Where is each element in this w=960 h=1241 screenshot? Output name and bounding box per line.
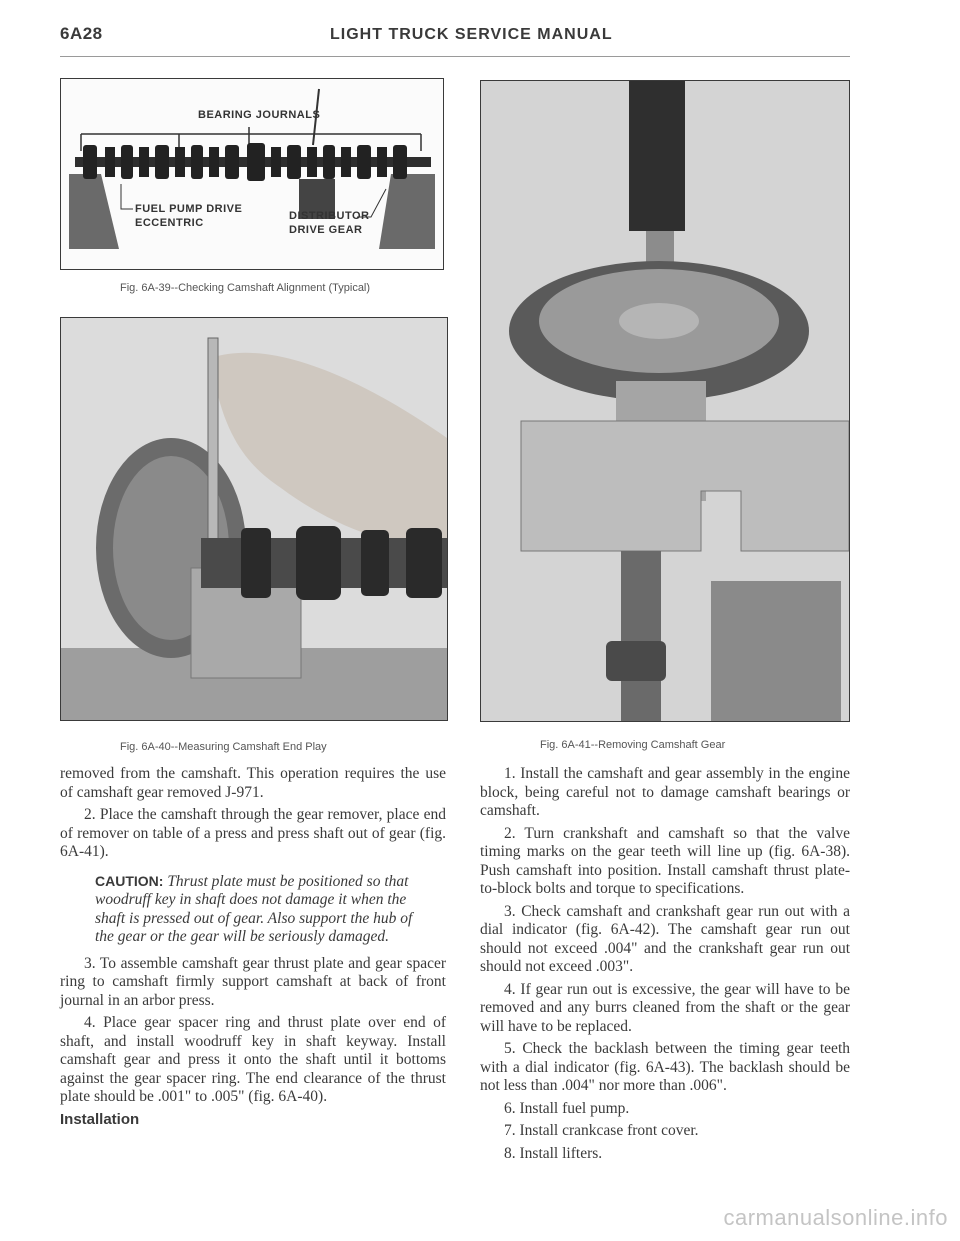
install-step-4: 4. If gear run out is excessive, the gear will have to be removed and any burrs cleaned from the shaft or the gear will have to be replaced. (480, 980, 850, 1035)
manual-title: LIGHT TRUCK SERVICE MANUAL (330, 26, 613, 43)
paragraph-continued: removed from the camshaft. This operation requires the use of camshaft gear removed J-971. (60, 765, 446, 801)
label-fuel-pump-drive: FUEL PUMP DRIVE (135, 203, 243, 215)
install-step-6: 6. Install fuel pump. (504, 1099, 630, 1117)
end-play-photo (61, 318, 447, 720)
install-step-2: 2. Turn crankshaft and camshaft so that the valve timing marks on the gear teeth will line up (fig. 6A-38). Push camshaft into position. Install camshaft thrust plate-to-block bolts and torque to specifications. (480, 824, 850, 897)
camshaft (621, 551, 661, 721)
step-4-place: 4. Place gear spacer ring and thrust plate over end of shaft, and install woodruff key in shaft keyway. Install camshaft gear and press it onto the shaft until it bottoms against the gear spacer ring. The end clearance of the thrust plate should be .001" to .005" (fig. 6A-40). (60, 1014, 446, 1105)
label-eccentric: ECCENTRIC (135, 217, 204, 229)
v-block-right (379, 174, 435, 249)
step-3-assemble: 3. To assemble camshaft gear thrust plate and gear spacer ring to camshaft firmly support camshaft at back of front journal in an arbor press. (60, 954, 446, 1009)
page-header (60, 24, 850, 54)
install-step-7: 7. Install crankcase front cover. (504, 1122, 699, 1139)
install-step-8: 8. Install lifters. (504, 1144, 603, 1162)
section-heading-installation: Installation (60, 1110, 140, 1128)
gear-removal-photo (481, 81, 849, 721)
install-step-1: 1. Install the camshaft and gear assembly in the engine block, being careful not to damage camshaft bearings or camshaft. (480, 765, 850, 819)
install-step-5: 5. Check the backlash between the timing gear teeth with a dial indicator (fig. 6A-43). The backlash should be not less than .004" nor more than .006". (480, 1040, 850, 1094)
figure-camshaft-alignment (60, 78, 444, 270)
caution-note (60, 872, 446, 947)
camshaft-alignment-illustration (61, 79, 443, 269)
caption-fig-6a-41: Fig. 6A-41--Removing Camshaft Gear (540, 739, 726, 751)
watermark: carmanualsonline.info (723, 1205, 948, 1230)
v-block-left (69, 174, 119, 249)
page-number: 6A28 (60, 24, 103, 43)
figure-removing-gear (480, 80, 850, 722)
step-2-remove: 2. Place the camshaft through the gear remover, place end of remover on table of a press and press shaft out of gear (fig. 6A-41). (60, 806, 446, 860)
right-text-column (480, 765, 850, 1167)
caution-text: Thrust plate must be positioned so that woodruff key in shaft does not damage it when the shaft is pressed out of gear. Also support the hub of the gear or the gear will be seriously damaged. (95, 872, 413, 945)
press-table (521, 421, 849, 551)
press-ram (629, 81, 685, 231)
label-distributor: DISTRIBUTOR (289, 210, 370, 222)
caution-label: CAUTION: (95, 872, 164, 889)
label-drive-gear: DRIVE GEAR (289, 224, 363, 236)
figure-measuring-end-play (60, 317, 448, 721)
caption-fig-6a-40: Fig. 6A-40--Measuring Camshaft End Play (120, 741, 327, 753)
label-bearing-journals: BEARING JOURNALS (198, 109, 321, 121)
caption-fig-6a-39: Fig. 6A-39--Checking Camshaft Alignment (Typical) (120, 282, 371, 294)
install-step-3: 3. Check camshaft and crankshaft gear run out with a dial indicator (fig. 6A-42). The camshaft gear run out should not exceed .004" and the crankshaft gear run out should not exceed .003". (480, 902, 850, 975)
left-text-column (60, 765, 446, 1133)
header-divider (60, 56, 850, 57)
